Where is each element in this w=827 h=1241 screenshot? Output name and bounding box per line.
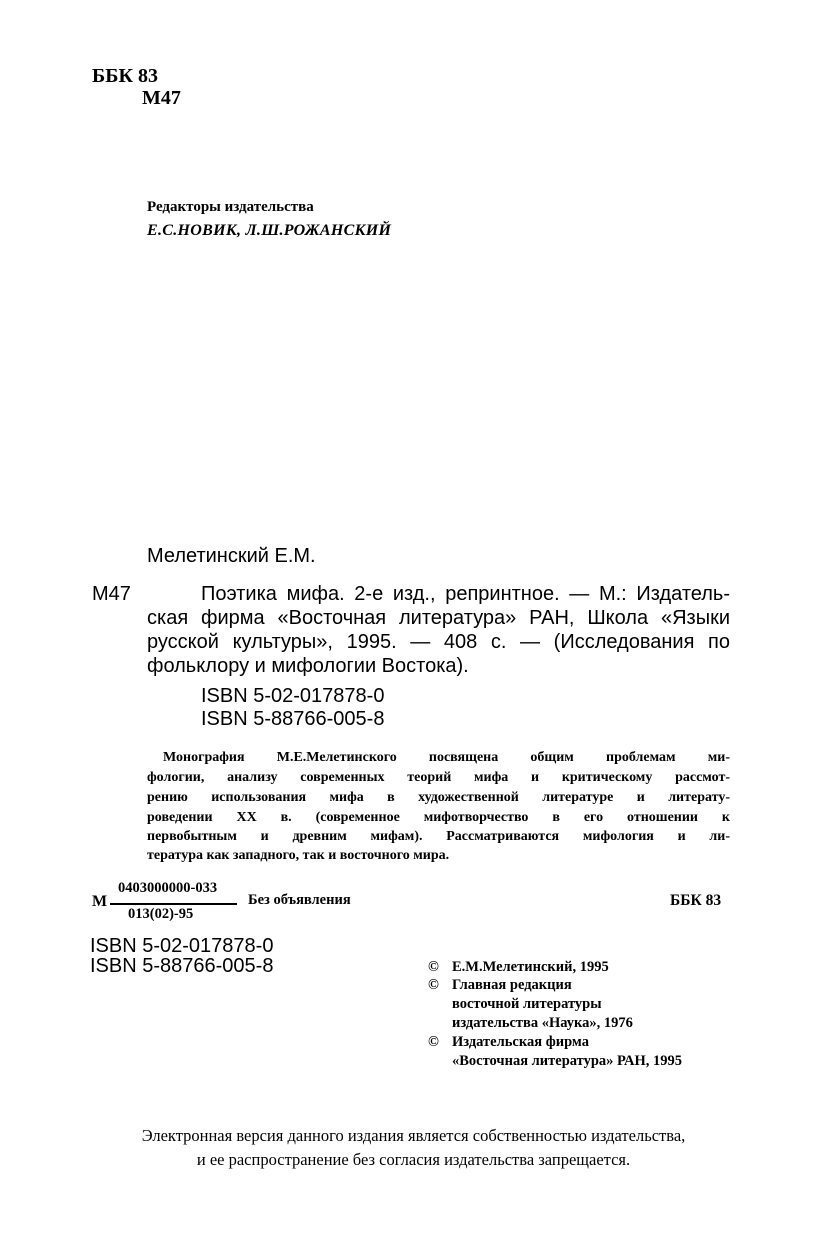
annotation-line: Монография М.Е.Мелетинского посвящена общим проблемам ми- — [163, 750, 730, 765]
imprint-note: Без объявления — [248, 892, 351, 908]
catalog-description-line: русской культуры», 1995. — 408 с. — (Исследования по — [147, 631, 730, 653]
catalog-description-line: Поэтика мифа. 2-е изд., репринтное. — М.: Издатель- — [201, 583, 730, 605]
copyright-symbol: © — [428, 977, 439, 993]
copyright-line: Е.М.Мелетинский, 1995 — [452, 959, 609, 975]
annotation-line: рению использования мифа в художественной литературе и литерату- — [147, 790, 730, 805]
bbk-code: ББК 83 — [92, 65, 158, 87]
annotation-line: тература как западного, так и восточного мира. — [147, 848, 450, 863]
copyright-line: Издательская фирма — [452, 1034, 589, 1050]
imprint-denominator: 013(02)-95 — [128, 906, 194, 922]
editors-names: Е.С.НОВИК, Л.Ш.РОЖАНСКИЙ — [147, 222, 392, 239]
imprint-isbn: ISBN 5-02-017878-0 — [90, 935, 274, 957]
imprint-numerator: 0403000000-033 — [118, 880, 218, 896]
catalog-isbn: ISBN 5-88766-005-8 — [201, 708, 385, 730]
catalog-description-line: фольклору и мифологии Востока). — [147, 655, 469, 677]
copyright-line: «Восточная литература» РАН, 1995 — [452, 1053, 683, 1069]
fraction-bar — [110, 903, 237, 905]
copyright-symbol: © — [428, 1034, 439, 1050]
catalog-mark: М47 — [92, 583, 131, 605]
catalog-author: Мелетинский Е.М. — [147, 545, 316, 567]
imprint-bbk: ББК 83 — [670, 892, 722, 909]
footer-line: и ее распространение без согласия издательства запрещается. — [196, 1150, 631, 1169]
footer-line: Электронная версия данного издания является собственностью издательства, — [141, 1126, 686, 1145]
imprint-letter: М — [92, 893, 108, 910]
copyright-line: Главная редакция — [452, 977, 572, 993]
copyright-line: восточной литературы — [452, 996, 602, 1012]
catalog-isbn: ISBN 5-02-017878-0 — [201, 685, 385, 707]
copyright-symbol: © — [428, 959, 439, 975]
editors-label: Редакторы издательства — [147, 199, 314, 215]
copyright-line: издательства «Наука», 1976 — [452, 1015, 633, 1031]
author-mark: М47 — [142, 87, 181, 109]
annotation-line: фологии, анализу современных теорий мифа и критическому рассмот- — [147, 770, 730, 785]
annotation-line: роведении XX в. (современное мифотворчество в его отношении к — [147, 810, 730, 825]
annotation-line: первобытным и древним мифам). Рассматриваются мифология и ли- — [147, 829, 730, 844]
imprint-isbn: ISBN 5-88766-005-8 — [90, 955, 274, 977]
catalog-description-line: ская фирма «Восточная литература» РАН, Школа «Языки — [147, 607, 730, 629]
